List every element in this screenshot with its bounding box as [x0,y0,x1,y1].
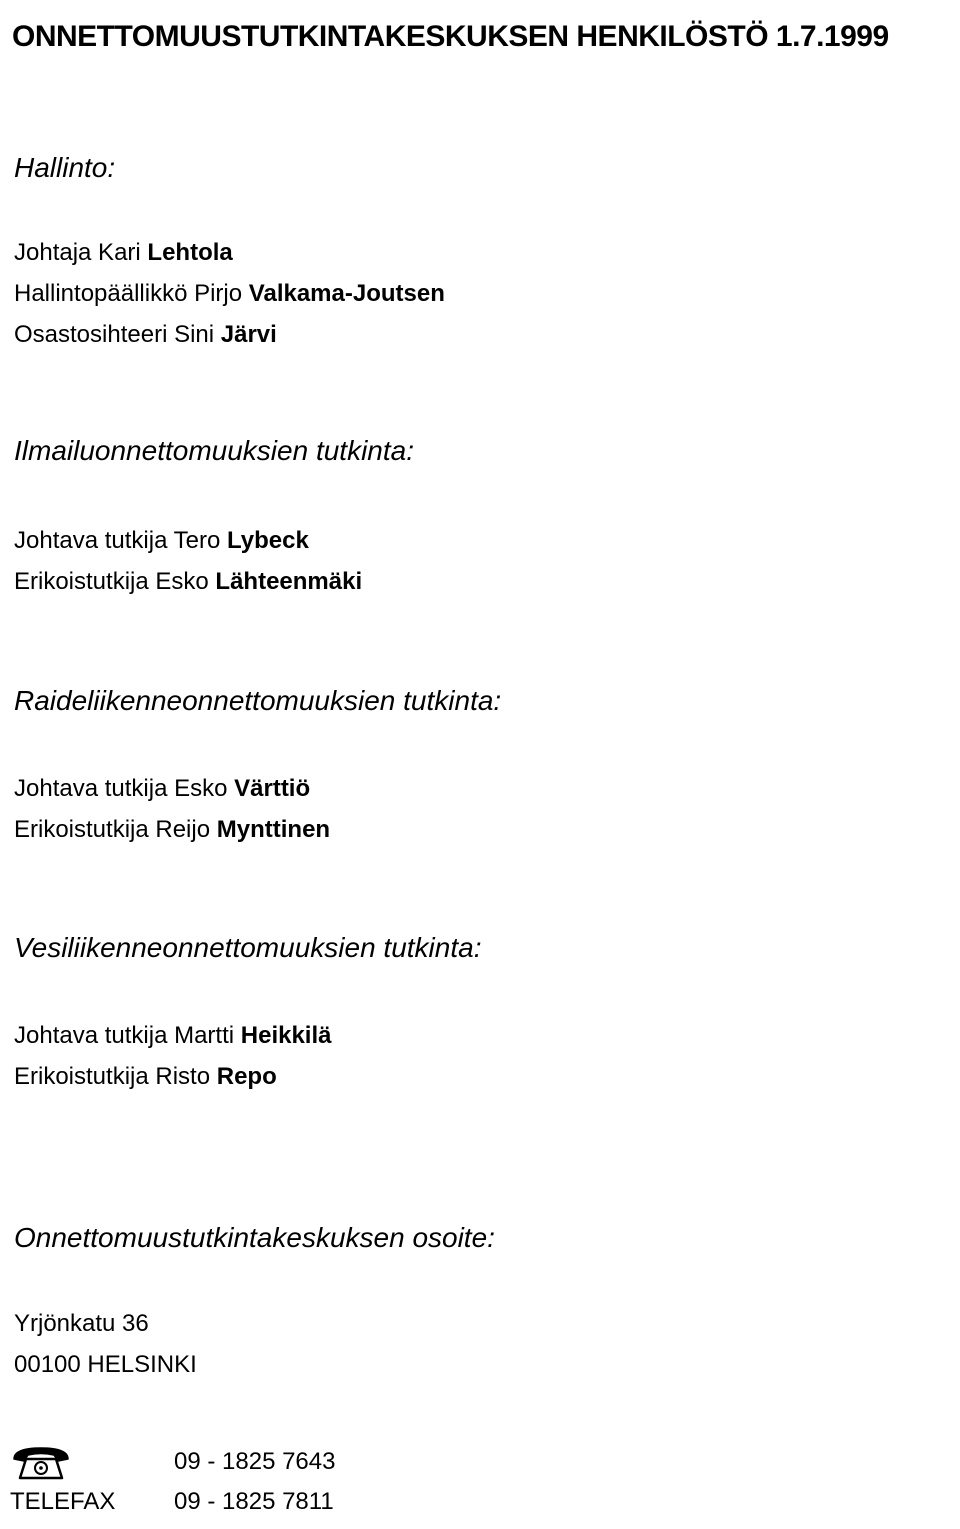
staff-list-ilmailu [14,520,362,602]
staff-role: Erikoistutkija Risto [14,1063,211,1090]
staff-surname: Valkama-Joutsen [248,280,445,307]
staff-role: Johtaja Kari [14,239,141,266]
section-heading-ilmailu: Ilmailuonnettomuuksien tutkinta: [14,435,414,466]
staff-surname: Lähteenmäki [215,568,363,595]
staff-role: Erikoistutkija Reijo [14,816,211,843]
staff-list-hallinto [14,232,445,355]
staff-list-vesi [14,1015,332,1097]
staff-role: Johtava tutkija Esko [14,775,228,802]
section-heading-hallinto: Hallinto: [14,152,116,183]
staff-entry [14,520,362,561]
staff-entry [14,1056,332,1097]
staff-surname: Repo [216,1063,277,1090]
staff-surname: Lybeck [227,527,309,554]
staff-entry [14,232,445,273]
staff-role: Hallintopäällikkö Pirjo [14,280,243,307]
phone-icon-cell [10,1442,174,1482]
staff-surname: Värttiö [234,775,311,802]
staff-surname: Järvi [220,321,277,348]
page-title: ONNETTOMUUSTUTKINTAKESKUKSEN HENKILÖSTÖ 1.7.1999 [12,20,889,53]
fax-label: TELEFAX [10,1488,116,1515]
address-street: Yrjönkatu 36 [14,1310,149,1337]
address-postal: 00100 HELSINKI [14,1351,197,1378]
section-heading-address: Onnettomuustutkintakeskuksen osoite: [14,1222,495,1253]
section-heading-raide: Raideliikenneonnettomuuksien tutkinta: [14,685,502,716]
fax-row [10,1482,334,1522]
staff-role: Johtava tutkija Martti [14,1022,235,1049]
staff-surname: Lehtola [147,239,233,266]
fax-number: 09 - 1825 7811 [174,1488,334,1515]
phone-row [10,1442,335,1482]
staff-entry [14,314,445,355]
section-heading-vesi: Vesiliikenneonnettomuuksien tutkinta: [14,932,482,963]
address-block [14,1303,197,1385]
staff-list-raide [14,768,330,850]
telephone-icon [10,1445,72,1481]
staff-entry [14,561,362,602]
staff-role: Osastosihteeri Sini [14,321,215,348]
staff-surname: Heikkilä [240,1022,332,1049]
staff-entry [14,273,445,314]
staff-entry [14,768,330,809]
staff-role: Erikoistutkija Esko [14,568,209,595]
staff-entry [14,1015,332,1056]
phone-number: 09 - 1825 7643 [174,1448,336,1475]
staff-surname: Mynttinen [216,816,331,843]
staff-role: Johtava tutkija Tero [14,527,221,554]
staff-entry [14,809,330,850]
